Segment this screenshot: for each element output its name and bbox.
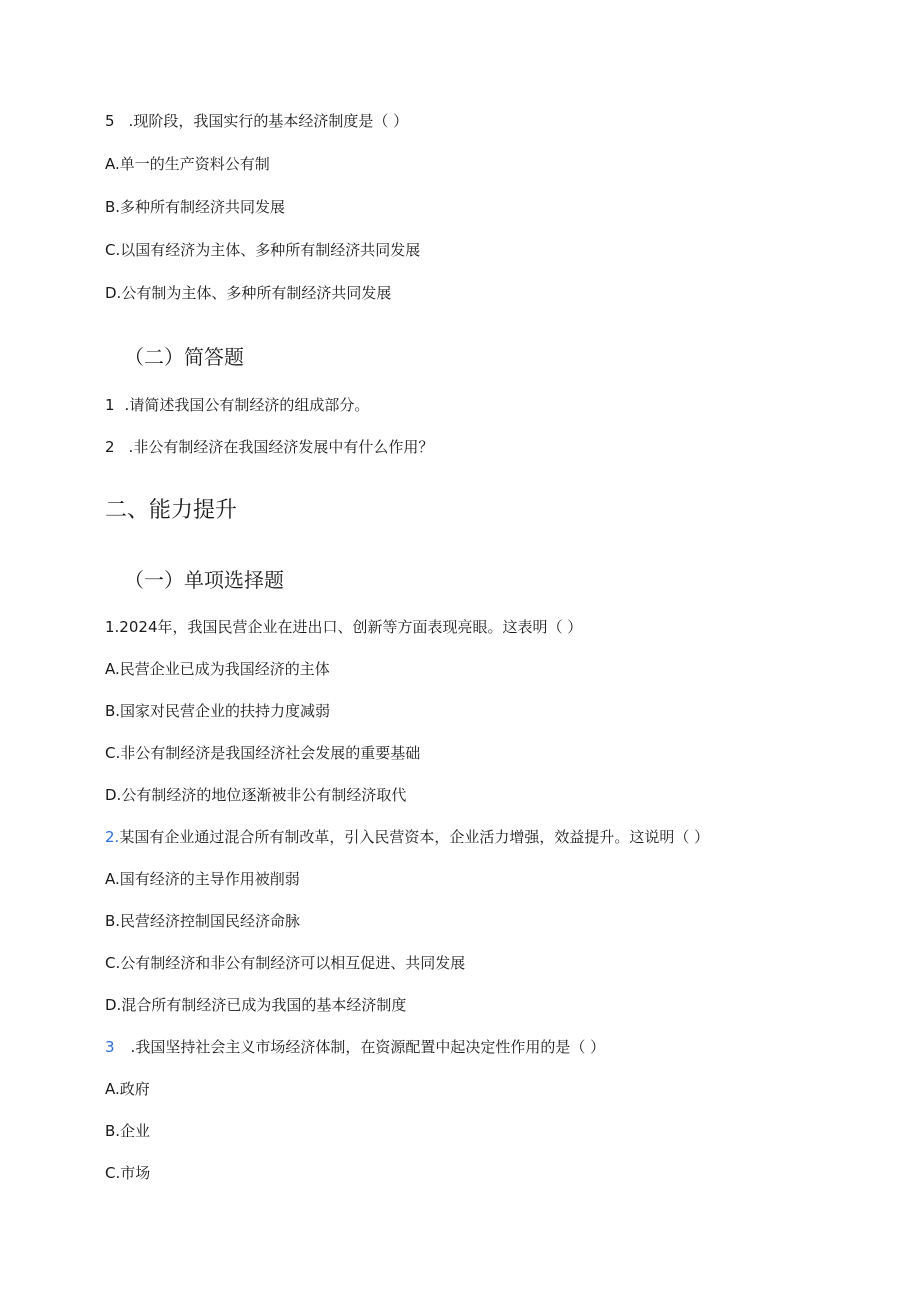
question-1-option-b: B.国家对民营企业的扶持力度减弱 [105,702,331,720]
question-1-option-d: D.公有制经济的地位逐渐被非公有制经济取代 [105,786,407,804]
short-answer-1 [105,395,369,415]
question-2-stem [105,827,709,847]
question-number: 3 [105,1038,115,1056]
question-number: 2 [105,438,115,456]
question-number: 1 [105,396,115,414]
question-2-option-b: B.民营经济控制国民经济命脉 [105,912,301,930]
question-number: 5 [105,112,115,130]
question-2-option-d: D.混合所有制经济已成为我国的基本经济制度 [105,996,407,1014]
question-5-option-c: C.以国有经济为主体、多种所有制经济共同发展 [105,241,421,259]
question-5-option-a: A.单一的生产资料公有制 [105,155,270,173]
question-5-option-d: D.公有制为主体、多种所有制经济共同发展 [105,284,392,302]
question-text: .我国坚持社会主义市场经济体制，在资源配置中起决定性作用的是（ ） [130,1038,606,1056]
question-3-stem [105,1037,605,1057]
short-answer-2 [105,437,433,457]
section-heading: 二、能力提升 [105,498,238,523]
question-5-stem [105,111,408,131]
question-3-option-b: B.企业 [105,1122,151,1140]
question-3-option-a: A.政府 [105,1080,150,1098]
question-2-option-c: C.公有制经济和非公有制经济可以相互促进、共同发展 [105,954,466,972]
question-1-stem: 1.2024年，我国民营企业在进出口、创新等方面表现亮眼。这表明（ ） [105,618,583,636]
question-5-option-b: B.多种所有制经济共同发展 [105,198,286,216]
question-1-option-a: A.民营企业已成为我国经济的主体 [105,660,330,678]
question-1-option-c: C.非公有制经济是我国经济社会发展的重要基础 [105,744,421,762]
question-text: .非公有制经济在我国经济发展中有什么作用？ [128,438,434,456]
question-text: .请简述我国公有制经济的组成部分。 [124,396,370,414]
single-choice-heading: （一）单项选择题 [124,568,284,592]
short-answer-heading: （二）简答题 [124,345,244,369]
question-number: 2. [105,828,120,846]
question-text: 某国有企业通过混合所有制改革，引入民营资本，企业活力增强，效益提升。这说明（ ） [119,828,710,846]
question-3-option-c: C.市场 [105,1164,151,1182]
question-text: .现阶段，我国实行的基本经济制度是（ ） [128,112,409,130]
question-2-option-a: A.国有经济的主导作用被削弱 [105,870,300,888]
